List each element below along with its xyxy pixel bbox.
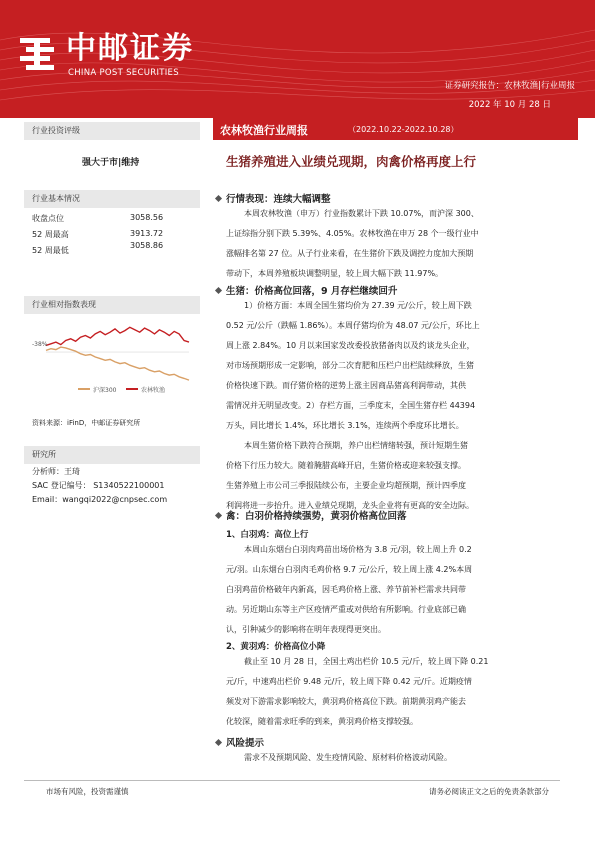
para-line: 生猪养殖上市公司三季报陆续公布，主要企业均超预期，预计四季度	[226, 481, 466, 490]
rating-value: 强大于市|维持	[82, 158, 140, 168]
legend-swatch-csi300	[78, 388, 90, 390]
para-line: 动。另近期山东等主产区疫情严重或对供给有所影响。行业底部已确	[226, 605, 466, 614]
para-line: 周上涨 2.84%。10 月以来国家发改委投放猪备肉以及约谈龙头企业，	[226, 341, 475, 350]
para-line: 1）价格方面：本周全国生猪均价为 27.39 元/公斤，较上周下跌	[244, 301, 472, 310]
report-category: 证券研究报告：农林牧渔|行业周报	[444, 81, 575, 91]
footer-disclaimer-notice: 请务必阅读正文之后的免责条款部分	[429, 787, 549, 796]
legend-swatch-agri	[126, 388, 138, 390]
section-risk-title: 风险提示	[226, 738, 265, 749]
subsection-yellow-broiler-body	[226, 652, 556, 732]
analyst-email[interactable]: Email：wangqi2022@cnpsec.com	[32, 495, 168, 504]
basics-value-low: 3058.86	[130, 241, 164, 250]
series-line-agri	[46, 327, 189, 345]
basics-label-low: 52 周最低	[32, 246, 69, 255]
para-line: 本周农林牧渔（申万）行业指数累计下跌 10.07%，而沪深 300、	[244, 209, 479, 218]
para-line: 需求不及预期风险、发生疫情风险、原材料价格波动风险。	[244, 753, 452, 762]
para-line: 白羽鸡苗价格破年内新高，因毛鸡价格上涨、养节前补栏需求共同带	[226, 585, 466, 594]
para-line: 带动下，本周养殖板块调整明显，较上周大幅下跌 11.97%。	[226, 269, 444, 278]
basics-label-close: 收盘点位	[32, 214, 64, 223]
footer-risk-notice: 市场有风险，投资需谨慎	[46, 787, 129, 796]
para-line: 截止至 10 月 28 日，全国土鸡出栏价 10.5 元/斤，较上周下降 0.21	[244, 657, 489, 666]
section-market-body	[226, 204, 556, 284]
logo-chinese-name: 中邮证券	[66, 31, 194, 66]
logo-english-name: CHINA POST SECURITIES	[68, 68, 179, 78]
report-header	[0, 0, 595, 118]
chart-y-label: -38%	[32, 341, 48, 348]
para-line: 价格快速下跌。而仔猪价格的逆势上涨主因商品猪高利润带动，其供	[226, 381, 466, 390]
section-poultry-title: 禽：白羽价格持续强势，黄羽价格高位回落	[226, 511, 407, 522]
basics-value-close: 3058.56	[130, 213, 164, 222]
chart-section-head: 行业相对指数表现	[24, 296, 200, 314]
para-line: 本周山东烟台白羽肉鸡苗出场价格为 3.8 元/羽，较上周上升 0.2	[244, 545, 472, 554]
para-line: 0.52 元/公斤（跌幅 1.86%）。本周仔猪均价为 48.07 元/公斤，环比上	[226, 321, 480, 330]
para-line: 价格下行压力较大。随着腌腊高峰开启，生猪价格或迎来较强支撑。	[226, 461, 466, 470]
legend-label-agri: 农林牧渔	[141, 387, 166, 394]
basics-label-high: 52 周最高	[32, 230, 69, 239]
para-line: 化较深，随着需求旺季的到来，黄羽鸡价格支撑较强。	[226, 717, 418, 726]
section-hog-title: 生猪：价格高位回落，9 月存栏继续回升	[226, 286, 398, 297]
para-line: 元/斤，中速鸡出栏价 9.48 元/斤，较上周下降 0.42 元/斤。近期疫情	[226, 677, 472, 686]
rating-section-head: 行业投资评级	[24, 122, 200, 140]
para-line: 频发对下游需求影响较大，黄羽鸡价格高位下跌。前期黄羽鸡产能去	[226, 697, 466, 706]
para-line: 涨幅排名第 27 位。从子行业来看，在生猪价下跌及调控力度加大预期	[226, 249, 474, 258]
report-date: 2022 年 10 月 28 日	[468, 100, 551, 110]
section-bullet-icon	[215, 195, 222, 202]
para-line: 利润将进一步抬升。进入业绩兑现期，龙头企业将有更高的安全边际。	[226, 501, 474, 510]
research-section-head: 研究所	[24, 446, 200, 464]
analyst-name: 分析师：王琦	[32, 467, 80, 476]
section-market-title: 行情表现：连续大幅调整	[226, 194, 331, 205]
china-post-logo-icon	[18, 34, 58, 74]
report-date-range: （2022.10.22-2022.10.28）	[348, 125, 459, 134]
section-bullet-icon	[215, 512, 222, 519]
para-line: 认，引种减少的影响将在明年表现得更突出。	[226, 625, 386, 634]
para-line: 本周生猪价格下跌符合预期，养户出栏情绪转强，预计短期生猪	[244, 441, 468, 450]
section-hog-body	[226, 296, 556, 516]
subsection-white-broiler-title: 1、白羽鸡：高位上行	[226, 530, 309, 540]
subsection-white-broiler-body	[226, 540, 556, 640]
section-bullet-icon	[215, 739, 222, 746]
para-line: 需情况并无明显改变。2）存栏方面，三季度末，全国生猪存栏 44394	[226, 401, 476, 410]
para-line: 万头，同比增长 1.4%，环比增长 3.1%，连续两个季度环比增长。	[226, 421, 464, 430]
relative-performance-chart	[30, 318, 195, 393]
legend-label-csi300: 沪深300	[93, 387, 117, 394]
footer-divider	[24, 780, 560, 781]
basics-value-high: 3913.72	[130, 229, 164, 238]
subsection-yellow-broiler-title: 2、黄羽鸡：价格高位小降	[226, 642, 326, 652]
section-bullet-icon	[215, 287, 222, 294]
report-headline: 生猪养殖进入业绩兑现期，肉禽价格再度上行	[226, 154, 477, 169]
report-title: 农林牧渔行业周报	[220, 124, 308, 137]
section-risk-body	[226, 748, 556, 768]
para-line: 元/羽。山东烟台白羽肉毛鸡价格 9.7 元/公斤，较上周上涨 4.2%本周	[226, 565, 473, 574]
analyst-sac-number: SAC 登记编号： S1340522100001	[32, 481, 165, 490]
para-line: 对市场预期形成一定影响，部分二次育肥和压栏户出栏陆续释放，生猪	[226, 361, 474, 370]
chart-source: 资料来源：iFinD，中邮证券研究所	[32, 419, 141, 427]
para-line: 上证综指分别下跌 5.39%、4.05%。农林牧渔在申万 28 个一级行业中	[226, 229, 479, 238]
basics-section-head: 行业基本情况	[24, 190, 200, 208]
